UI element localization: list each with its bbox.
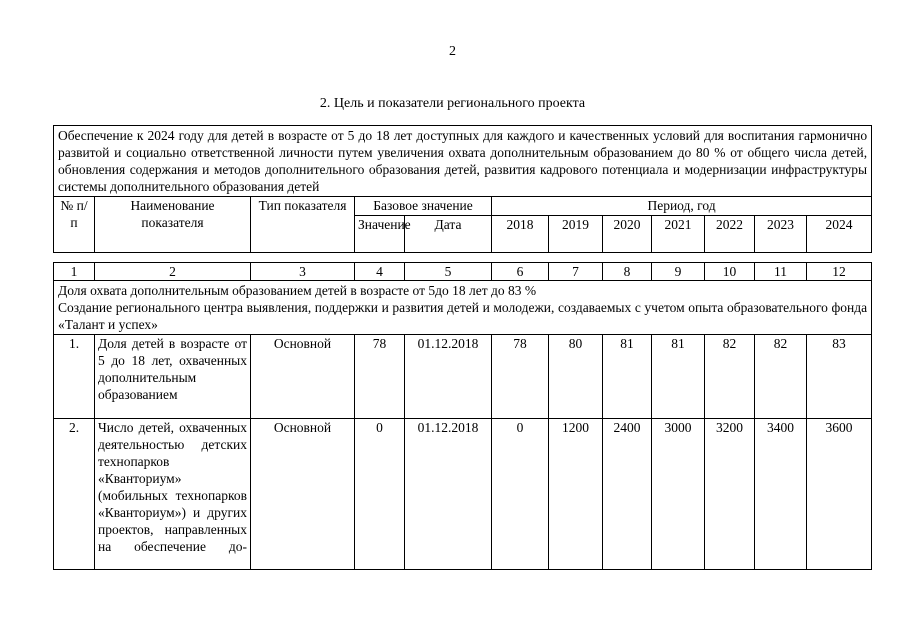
row-year-value: 83 [807, 335, 872, 419]
header-base-date: Дата [405, 216, 492, 253]
row-year-value: 3000 [652, 419, 705, 570]
row-year-value: 2400 [603, 419, 652, 570]
row-base-value: 78 [355, 335, 405, 419]
row-num: 1. [54, 335, 95, 419]
row-year-value: 82 [755, 335, 807, 419]
separator-row [54, 253, 872, 263]
row-type: Основной [251, 335, 355, 419]
row-year-value: 0 [492, 419, 549, 570]
column-number: 6 [492, 263, 549, 281]
column-number: 3 [251, 263, 355, 281]
section-title: 2. Цель и показатели регионального проекта [319, 96, 586, 111]
row-year-value: 3200 [705, 419, 755, 570]
header-base: Базовое значение [355, 197, 492, 216]
header-year: 2018 [492, 216, 549, 253]
column-number: 9 [652, 263, 705, 281]
header-name: Наименование показателя [95, 197, 251, 253]
row-year-value: 81 [652, 335, 705, 419]
header-year: 2019 [549, 216, 603, 253]
row-base-date: 01.12.2018 [405, 419, 492, 570]
table-row [54, 419, 872, 570]
header-type: Тип показателя [251, 197, 355, 253]
goal-text: Обеспечение к 2024 году для детей в возрасте от 5 до 18 лет доступных для каждого и качественных условий для воспитания гармонично развитой и социально ответственной личности путем увеличения охвата дополнительным образованием до 80 % от общего числа детей, обновления содержания и методов дополнительного образования детей, развития кадрового потенциала и модернизации инфраструктуры системы дополнительного образования детей [54, 126, 872, 197]
row-year-value: 3400 [755, 419, 807, 570]
row-year-value: 80 [549, 335, 603, 419]
row-year-value: 3600 [807, 419, 872, 570]
column-number: 8 [603, 263, 652, 281]
subheading [54, 281, 872, 335]
row-type: Основной [251, 419, 355, 570]
row-year-value: 82 [705, 335, 755, 419]
header-year: 2024 [807, 216, 872, 253]
row-base-value: 0 [355, 419, 405, 570]
row-year-value: 81 [603, 335, 652, 419]
column-number: 10 [705, 263, 755, 281]
column-number: 2 [95, 263, 251, 281]
indicators-table [53, 125, 872, 570]
header-year: 2022 [705, 216, 755, 253]
row-num: 2. [54, 419, 95, 570]
column-number: 7 [549, 263, 603, 281]
header-base-value: Значение [355, 216, 405, 253]
column-numbers-row [54, 263, 872, 281]
header-num: № п/п [54, 197, 95, 253]
column-number: 1 [54, 263, 95, 281]
row-indicator-name: Доля детей в возрасте от 5 до 18 лет, охваченных дополнительным образованием [95, 335, 251, 419]
header-row-1 [54, 197, 872, 216]
row-indicator-name: Число детей, охваченных деятельностью детских технопарков «Кванториум» (мобильных технопарков «Кванториум») и других проектов, направленных на обеспечение до- [95, 419, 251, 570]
header-year: 2023 [755, 216, 807, 253]
subheading-row [54, 281, 872, 335]
subheading-1: Доля охвата дополнительным образованием детей в возрасте от 5до 18 лет до 83 % [58, 283, 537, 298]
row-year-value: 78 [492, 335, 549, 419]
row-year-value: 1200 [549, 419, 603, 570]
subheading-2: Создание регионального центра выявления, поддержки и развития детей и молодежи, создаваемых с учетом опыта образовательного фонда «Талант и успех» [58, 300, 868, 332]
column-number: 12 [807, 263, 872, 281]
goal-row [54, 126, 872, 197]
header-period: Период, год [492, 197, 872, 216]
table-row [54, 335, 872, 419]
header-year: 2020 [603, 216, 652, 253]
column-number: 4 [355, 263, 405, 281]
column-number: 11 [755, 263, 807, 281]
page-number: 2 [449, 44, 456, 59]
row-base-date: 01.12.2018 [405, 335, 492, 419]
header-year: 2021 [652, 216, 705, 253]
column-number: 5 [405, 263, 492, 281]
